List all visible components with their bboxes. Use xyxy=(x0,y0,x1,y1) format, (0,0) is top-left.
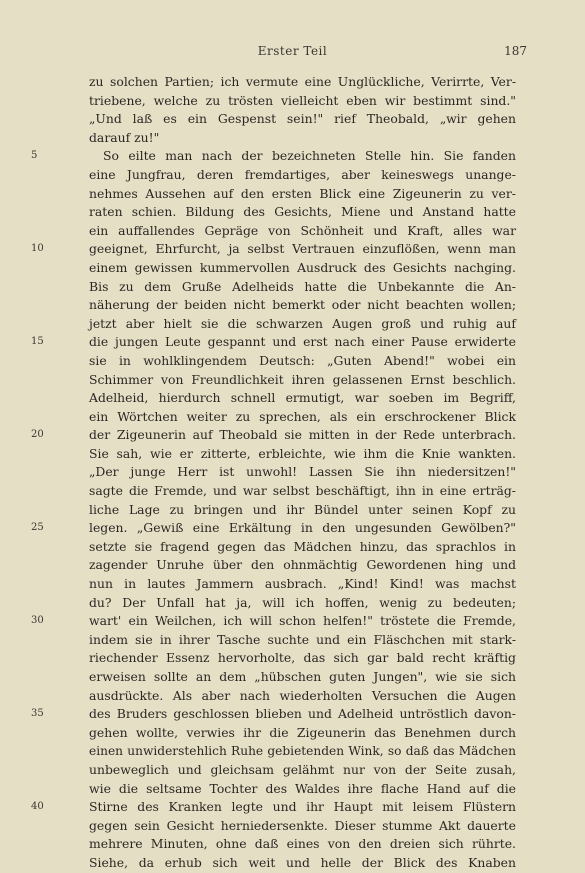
line-number: 30 xyxy=(31,615,44,627)
text-line xyxy=(89,501,516,520)
line-number: 5 xyxy=(31,150,38,162)
line-text: gegen sein Gesicht herniedersenkte. Dieser stumme Akt dauerte xyxy=(89,817,516,833)
line-text: jetzt aber hielt sie die schwarzen Augen groß und ruhig auf xyxy=(89,315,516,331)
text-line xyxy=(31,240,516,259)
text-line xyxy=(89,724,516,743)
text-line xyxy=(89,296,516,315)
line-text: näherung der beiden nicht bemerkt oder nicht beachten wollen; xyxy=(89,297,516,313)
text-line xyxy=(89,649,516,668)
line-text: die jungen Leute gespannt und erst nach einer Pause erwiderte xyxy=(89,334,516,350)
line-text: triebene, welche zu trösten vielleicht eben wir bestimmt sind." xyxy=(89,92,516,108)
line-text: erweisen sollte an dem „hübschen guten Jungen", wie sie sich xyxy=(89,669,516,684)
line-number: 10 xyxy=(31,243,44,255)
body-text xyxy=(31,73,516,873)
text-line xyxy=(89,222,516,241)
line-text: zu solchen Partien; ich vermute eine Unglückliche, Verirrte, Ver- xyxy=(89,74,516,89)
text-line xyxy=(89,129,516,148)
line-text: Sie sah, wie er zitterte, erbleichte, wie ihm die Knie wankten. xyxy=(89,445,516,461)
line-text: der Zigeunerin auf Theobald sie mitten in der Rede unterbrach. xyxy=(89,427,516,443)
line-number: 25 xyxy=(31,522,44,534)
line-number: 20 xyxy=(31,429,44,441)
line-text: „Und laß es ein Gespenst sein!" rief Theobald, „wir gehen xyxy=(89,111,516,127)
text-line xyxy=(31,147,516,166)
text-line xyxy=(31,798,516,817)
line-text: liche Lage zu bringen und ihr Bündel unter seinen Kopf zu xyxy=(89,501,516,517)
text-line xyxy=(89,631,516,650)
line-text: Stirne des Kranken legte und ihr Haupt mit leisem Flüstern xyxy=(89,799,516,815)
line-text: raten schien. Bildung des Gesichts, Miene und Anstand hatte xyxy=(89,204,516,220)
text-line xyxy=(89,594,516,613)
text-line xyxy=(89,315,516,334)
text-line xyxy=(89,73,516,92)
text-line xyxy=(89,742,516,761)
line-text: einen unwiderstehlich Ruhe gebietenden Wink, so daß das Mädchen xyxy=(89,744,516,759)
text-line xyxy=(89,668,516,687)
text-line xyxy=(89,445,516,464)
line-text: einem gewissen kummervollen Ausdruck des Gesichts nachging. xyxy=(89,259,516,275)
line-text: zagender Unruhe über den ohnmächtig Gewordenen hing und xyxy=(89,557,516,573)
page-header xyxy=(0,44,585,64)
line-text: Bis zu dem Gruße Adelheids hatte die Unbekannte die An- xyxy=(89,278,516,294)
line-text: darauf zu!" xyxy=(89,129,160,145)
text-line xyxy=(89,575,516,594)
line-text: sagte die Fremde, und war selbst beschäftigt, ihn in eine erträg- xyxy=(89,483,516,499)
text-line xyxy=(89,278,516,297)
text-line xyxy=(89,556,516,575)
line-text: „Der junge Herr ist unwohl! Lassen Sie ihn niedersitzen!" xyxy=(89,464,516,480)
text-line xyxy=(89,185,516,204)
line-text: nehmes Aussehen auf den ersten Blick eine Zigeunerin zu ver- xyxy=(89,185,516,201)
line-text: setzte sie fragend gegen das Mädchen hinzu, das sprachlos in xyxy=(89,538,516,554)
line-text: indem sie in ihrer Tasche suchte und ein Fläschchen mit stark- xyxy=(89,631,516,647)
line-text: Schimmer von Freundlichkeit ihren gelassenen Ernst beschlich. xyxy=(89,371,516,387)
text-line xyxy=(89,538,516,557)
line-text: eine Jungfrau, deren fremdartiges, aber keineswegs unange- xyxy=(89,166,516,182)
line-text: riechender Essenz hervorholte, das sich gar bald recht kräftig xyxy=(89,650,516,666)
text-line xyxy=(89,92,516,111)
text-line xyxy=(89,780,516,799)
text-line xyxy=(89,352,516,371)
line-text: ausdrückte. Als aber nach wiederholten Versuchen die Augen xyxy=(89,687,516,703)
line-text: legen. „Gewiß eine Erkältung in den ungesunden Gewölben?" xyxy=(89,520,516,536)
line-number: 15 xyxy=(31,336,44,348)
page-number: 187 xyxy=(504,44,527,58)
line-text: So eilte man nach der bezeichneten Stelle hin. Sie fanden xyxy=(103,148,516,164)
line-text: geeignet, Ehrfurcht, ja selbst Vertrauen einzuflößen, wenn man xyxy=(89,241,516,257)
line-number: 35 xyxy=(31,708,44,720)
text-line xyxy=(89,687,516,706)
text-line xyxy=(89,203,516,222)
text-line xyxy=(89,166,516,185)
text-line xyxy=(89,482,516,501)
text-line xyxy=(89,408,516,427)
line-text: Adelheid, hierdurch schnell ermutigt, war soeben im Begriff, xyxy=(89,390,516,406)
text-line xyxy=(89,110,516,129)
text-line xyxy=(89,817,516,836)
line-text: gehen wollte, verwies ihr die Zigeunerin das Benehmen durch xyxy=(89,724,516,740)
line-text: unbeweglich und gleichsam gelähmt nur von der Seite zusah, xyxy=(89,761,516,777)
text-line xyxy=(89,761,516,780)
text-line xyxy=(89,854,516,873)
text-line xyxy=(31,333,516,352)
line-number: 40 xyxy=(31,801,44,813)
line-text: wie die seltsame Tochter des Waldes ihre flache Hand auf die xyxy=(89,780,516,796)
line-text: des Bruders geschlossen blieben und Adelheid untröstlich davon- xyxy=(89,706,516,722)
text-line xyxy=(31,705,516,724)
line-text: sie in wohlklingendem Deutsch: „Guten Abend!" wobei ein xyxy=(89,352,516,368)
text-line xyxy=(89,259,516,278)
text-line xyxy=(89,835,516,854)
text-line xyxy=(31,519,516,538)
running-title: Erster Teil xyxy=(257,44,328,58)
text-line xyxy=(31,612,516,631)
text-line xyxy=(89,389,516,408)
line-text: wart' ein Weilchen, ich will schon helfen!" tröstete die Fremde, xyxy=(89,613,516,629)
text-line xyxy=(89,463,516,482)
line-text: du? Der Unfall hat ja, will ich hoffen, wenig zu bedeuten; xyxy=(89,594,516,610)
line-text: nun in lautes Jammern ausbrach. „Kind! Kind! was machst xyxy=(89,576,516,592)
line-text: mehrere Minuten, ohne daß eines von den dreien sich rührte. xyxy=(89,836,516,852)
line-text: ein auffallendes Gepräge von Schönheit und Kraft, alles war xyxy=(89,222,516,238)
text-line xyxy=(31,426,516,445)
line-text: ein Wörtchen weiter zu sprechen, als ein erschrockener Blick xyxy=(89,408,516,424)
line-text: Siehe, da erhub sich weit und helle der Blick des Knaben xyxy=(89,854,516,870)
text-line xyxy=(89,371,516,390)
